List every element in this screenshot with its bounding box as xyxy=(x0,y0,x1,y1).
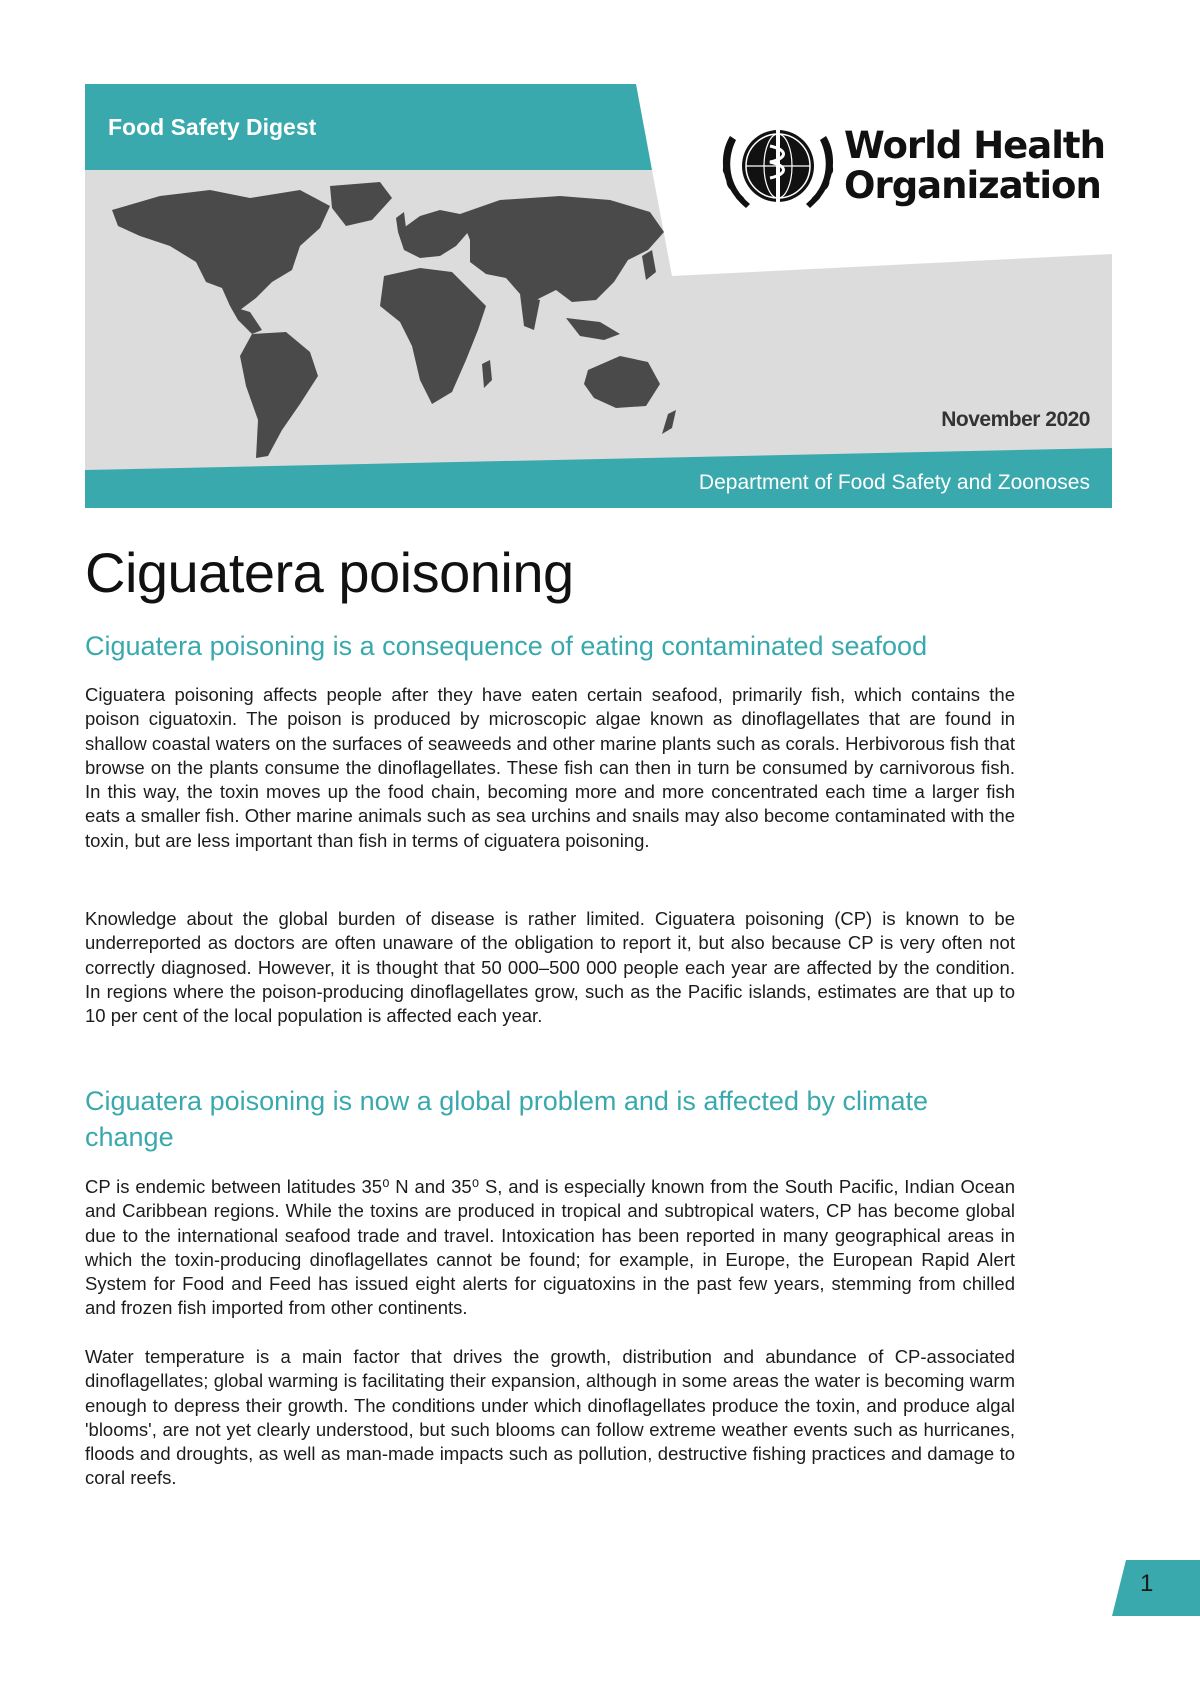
organization-name xyxy=(844,126,1124,206)
page-number-tab xyxy=(1112,1560,1200,1616)
header-banner xyxy=(0,0,1200,530)
paragraph: Knowledge about the global burden of disease is rather limited. Ciguatera poisoning (CP) is known to be underreported as doctors are often unaware of the obligation to report it, but also because CP is very often not correctly diagnosed. However, it is thought that 50 000–500 000 people each year are affected by the condition. In regions where the poison-producing dinoflagellates grow, such as the Pacific islands, estimates are that up to 10 per cent of the local population is affected each year. xyxy=(85,908,1015,1027)
banner-graphic xyxy=(0,0,1200,530)
department-name: Department of Food Safety and Zoonoses xyxy=(698,471,1090,494)
who-emblem-icon xyxy=(716,116,840,216)
page-title: Ciguatera poisoning xyxy=(85,541,574,604)
organization-line-2: Organization xyxy=(844,164,1101,207)
section-heading: Ciguatera poisoning is a consequence of eating contaminated seafood xyxy=(85,631,928,661)
paragraph: Ciguatera poisoning affects people after they have eaten certain seafood, primarily fish, which contains the poison ciguatoxin. The poison is produced by microscopic algae known as dinoflagellates that are found in shallow coastal waters on the surfaces of seaweeds and other marine plants such as corals. Herbivorous fish that browse on the plants consume the dinoflagellates. These fish can then in turn be consumed by carnivorous fish. In this way, the toxin moves up the food chain, becoming more and more concentrated each time a larger fish eats a smaller fish. Other marine animals such as sea urchins and snails may also become contaminated with the toxin, but are less important than fish in terms of ciguatera poisoning. xyxy=(85,684,1015,851)
organization-line-1: World Health xyxy=(844,124,1105,167)
page-number: 1 xyxy=(1140,1570,1154,1597)
series-label: Food Safety Digest xyxy=(108,114,317,140)
paragraph: Water temperature is a main factor that drives the growth, distribution and abundance of CP-associated dinoflagellates; global warming is facilitating their expansion, although in some areas the water is becoming warm enough to depress their growth. The conditions under which dinoflagellates produce the toxin, and produce algal 'blooms', are not yet clearly understood, but such blooms can follow extreme weather events such as hurricanes, floods and droughts, as well as man-made impacts such as pollution, destructive fishing practices and damage to coral reefs. xyxy=(85,1346,1015,1489)
paragraph: CP is endemic between latitudes 35⁰ N and 35⁰ S, and is especially known from the South Pacific, Indian Ocean and Caribbean regions. While the toxins are produced in tropical and subtropical waters, CP has become global due to the international seafood trade and travel. Intoxication has been reported in many geographical areas in which the toxin-producing dinoflagellates cannot be found; for example, in Europe, the European Rapid Alert System for Food and Feed has issued eight alerts for ciguatoxins in the past few years, stemming from chilled and frozen fish imported from other continents. xyxy=(85,1176,1015,1319)
who-logo xyxy=(716,116,1116,226)
section-heading: Ciguatera poisoning is now a global problem and is affected by climate change xyxy=(85,1086,928,1152)
issue-date: November 2020 xyxy=(941,408,1090,431)
